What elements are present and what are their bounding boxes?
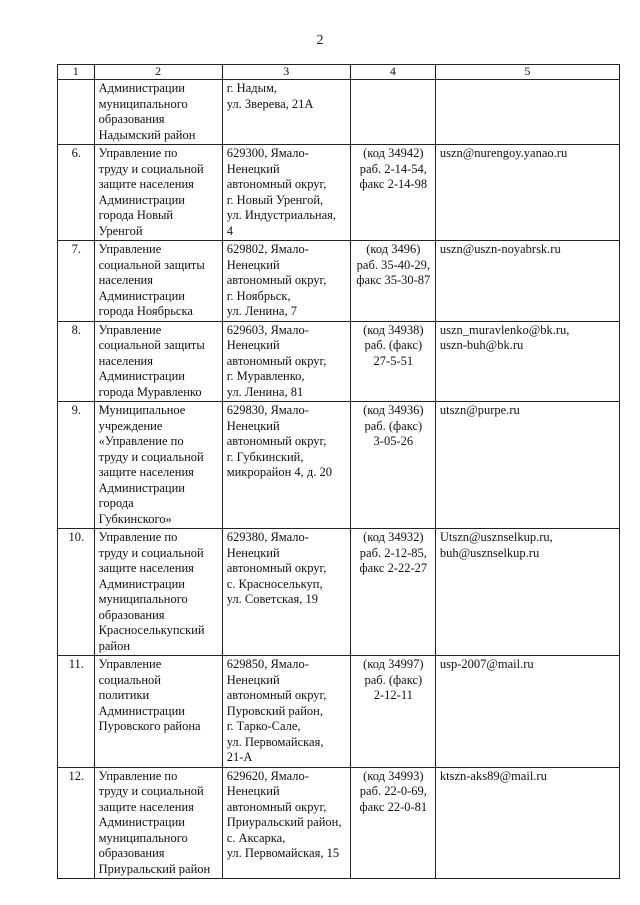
postal-address bbox=[222, 321, 350, 402]
phone-numbers-line: (код 34932) bbox=[363, 530, 424, 544]
table-row bbox=[58, 321, 620, 402]
postal-address-line: 21-А bbox=[226, 750, 253, 764]
postal-address-line: Ненецкий bbox=[226, 784, 280, 798]
postal-address-line: г. Надым, bbox=[226, 81, 278, 95]
organization-name-line: Приуральский район bbox=[98, 861, 211, 876]
table-row bbox=[58, 241, 620, 322]
organization-name-line: Управление по bbox=[98, 146, 178, 160]
phone-numbers-line: раб. (факс) bbox=[364, 338, 423, 352]
postal-address-line: ул. Ленина, 81 bbox=[226, 384, 304, 399]
postal-address bbox=[222, 529, 350, 656]
postal-address-line: ул. Ленина, 7 bbox=[226, 304, 297, 318]
organization-name-line: муниципального bbox=[98, 96, 188, 111]
postal-address bbox=[222, 767, 350, 879]
postal-address-line: ул. Советская, 19 bbox=[226, 592, 318, 606]
organization-name-line: труду и социальной bbox=[98, 161, 204, 176]
postal-address-line: 629620, Ямало- bbox=[226, 768, 309, 783]
organization-name bbox=[94, 241, 222, 322]
postal-address-line: 629603, Ямало- bbox=[226, 322, 309, 337]
organization-name-line: населения bbox=[98, 353, 153, 368]
postal-address-line: ул. Первомайская, bbox=[226, 734, 324, 749]
organization-name-line: Муниципальное bbox=[98, 403, 186, 417]
phone-numbers-line: факс 22-0-81 bbox=[359, 799, 428, 814]
email-addresses bbox=[435, 321, 619, 402]
postal-address-line: г. Губкинский, bbox=[226, 449, 304, 464]
organization-name-line: защите населения bbox=[98, 465, 194, 479]
organization-name-line: города Ноябрьска bbox=[98, 304, 193, 318]
postal-address-line: 629850, Ямало- bbox=[226, 657, 309, 671]
email-addresses bbox=[435, 529, 619, 656]
organization-name-line: образования bbox=[98, 846, 165, 860]
organization-name-line: муниципального bbox=[98, 830, 188, 845]
email-addresses-line: buh@usznselkup.ru bbox=[439, 545, 540, 560]
organization-name-line: труду и социальной bbox=[98, 449, 204, 464]
postal-address-line: с. Аксарка, bbox=[226, 830, 286, 845]
postal-address-line: Ненецкий bbox=[226, 672, 280, 687]
phone-numbers-line: факс 2-14-98 bbox=[359, 177, 428, 191]
organization-name-line: Губкинского» bbox=[98, 511, 172, 526]
organization-name-line: труду и социальной bbox=[98, 545, 204, 560]
organization-name-line: Красноселькупский bbox=[98, 623, 205, 637]
header-row bbox=[58, 65, 620, 80]
phone-numbers-line: раб. (факс) bbox=[364, 672, 423, 687]
row-number: 10. bbox=[58, 529, 95, 656]
organization-name-line: учреждение bbox=[98, 418, 163, 433]
postal-address-line: автономный округ, bbox=[226, 434, 327, 448]
organization-name-line: защите населения bbox=[98, 561, 194, 575]
page-number: 2 bbox=[316, 33, 324, 48]
phone-numbers-line: 2-12-11 bbox=[373, 688, 413, 702]
phone-numbers bbox=[350, 80, 435, 145]
organization-name-line: Уренгой bbox=[98, 223, 143, 238]
phone-numbers-line: 27-5-51 bbox=[373, 353, 414, 368]
row-number: 11. bbox=[58, 656, 95, 768]
postal-address-line: автономный округ, bbox=[226, 688, 327, 702]
postal-address bbox=[222, 80, 350, 145]
organization-name bbox=[94, 321, 222, 402]
header-col-1: 1 bbox=[58, 65, 95, 80]
organization-name-line: Администрации bbox=[98, 576, 185, 591]
phone-numbers-line: факс 2-22-27 bbox=[359, 561, 428, 575]
postal-address-line: ул. Первомайская, 15 bbox=[226, 846, 340, 860]
row-number: 9. bbox=[58, 402, 95, 529]
email-addresses-line: uszn@uszn-noyabrsk.ru bbox=[439, 242, 561, 256]
table-row bbox=[58, 402, 620, 529]
email-addresses-line: Utszn@usznselkup.ru, bbox=[439, 530, 553, 544]
phone-numbers bbox=[350, 656, 435, 768]
organization-name bbox=[94, 529, 222, 656]
postal-address-line: 629802, Ямало- bbox=[226, 242, 309, 256]
phone-numbers bbox=[350, 402, 435, 529]
phone-numbers-line: раб. 22-0-69, bbox=[359, 784, 427, 798]
organization-name-line: Администрации bbox=[98, 815, 185, 829]
header-col-3: 3 bbox=[222, 65, 350, 80]
postal-address-line: Ненецкий bbox=[226, 161, 280, 176]
phone-numbers-line: (код 34993) bbox=[363, 768, 424, 783]
email-addresses-line: uszn_muravlenko@bk.ru, bbox=[439, 322, 570, 337]
organization-name-line: Управление bbox=[98, 657, 162, 671]
organization-name-line: образования bbox=[98, 607, 165, 622]
organization-name bbox=[94, 145, 222, 241]
phone-numbers-line: (код 34938) bbox=[363, 322, 424, 337]
organization-name-line: труду и социальной bbox=[98, 784, 204, 798]
organization-name-line: Управление bbox=[98, 242, 162, 256]
organization-name-line: Пуровского района bbox=[98, 719, 201, 733]
postal-address-line: ул. Индустриальная, bbox=[226, 208, 337, 222]
postal-address-line: 629300, Ямало- bbox=[226, 146, 309, 160]
organization-name-line: Управление по bbox=[98, 768, 178, 783]
header-col-5: 5 bbox=[435, 65, 619, 80]
organization-name-line: Администрации bbox=[98, 369, 185, 383]
organization-name bbox=[94, 80, 222, 145]
organization-name-line: социальной защиты bbox=[98, 338, 205, 352]
agencies-table bbox=[57, 64, 620, 879]
postal-address-line: г. Муравленко, bbox=[226, 369, 305, 383]
email-addresses bbox=[435, 767, 619, 879]
organization-name-line: муниципального bbox=[98, 592, 188, 606]
organization-name-line: города Муравленко bbox=[98, 384, 202, 399]
email-addresses-line: ktszn-aks89@mail.ru bbox=[439, 768, 547, 783]
postal-address-line: с. Красноселькуп, bbox=[226, 576, 323, 591]
organization-name-line: Управление по bbox=[98, 530, 178, 544]
postal-address bbox=[222, 402, 350, 529]
postal-address bbox=[222, 241, 350, 322]
row-number: 7. bbox=[58, 241, 95, 322]
postal-address-line: ул. Зверева, 21А bbox=[226, 96, 314, 111]
postal-address-line: Ненецкий bbox=[226, 418, 280, 433]
postal-address-line: автономный округ, bbox=[226, 177, 327, 191]
organization-name-line: «Управление по bbox=[98, 434, 184, 448]
table-row bbox=[58, 767, 620, 879]
table-row bbox=[58, 656, 620, 768]
postal-address-line: автономный округ, bbox=[226, 273, 327, 287]
phone-numbers-line: раб. 2-14-54, bbox=[359, 161, 427, 176]
organization-name-line: защите населения bbox=[98, 799, 194, 814]
postal-address-line: микрорайон 4, д. 20 bbox=[226, 465, 333, 479]
phone-numbers-line: 3-05-26 bbox=[373, 434, 414, 448]
header-col-2: 2 bbox=[94, 65, 222, 80]
postal-address-line: 629380, Ямало- bbox=[226, 530, 309, 544]
email-addresses-line: utszn@purpe.ru bbox=[439, 403, 520, 417]
phone-numbers-line: раб. (факс) bbox=[364, 418, 423, 433]
organization-name-line: Администрации bbox=[98, 703, 185, 718]
email-addresses-line: usp-2007@mail.ru bbox=[439, 657, 534, 671]
postal-address-line: Ненецкий bbox=[226, 545, 280, 560]
phone-numbers bbox=[350, 145, 435, 241]
email-addresses-line: uszn-buh@bk.ru bbox=[439, 338, 524, 352]
organization-name-line: Управление bbox=[98, 322, 162, 337]
phone-numbers-line: (код 34942) bbox=[363, 146, 424, 160]
postal-address-line: г. Тарко-Сале, bbox=[226, 719, 301, 733]
email-addresses bbox=[435, 656, 619, 768]
organization-name bbox=[94, 656, 222, 768]
organization-name-line: защите населения bbox=[98, 177, 194, 191]
organization-name-line: социальной bbox=[98, 672, 161, 687]
postal-address bbox=[222, 145, 350, 241]
phone-numbers-line: (код 34997) bbox=[363, 657, 424, 671]
organization-name-line: район bbox=[98, 638, 131, 653]
phone-numbers-line: раб. 35-40-29, bbox=[356, 257, 431, 272]
email-addresses bbox=[435, 80, 619, 145]
email-addresses bbox=[435, 402, 619, 529]
row-number: 12. bbox=[58, 767, 95, 879]
organization-name-line: Администрации bbox=[98, 288, 185, 303]
phone-numbers bbox=[350, 241, 435, 322]
postal-address-line: Ненецкий bbox=[226, 338, 280, 352]
organization-name-line: социальной защиты bbox=[98, 257, 205, 272]
organization-name-line: города Новый bbox=[98, 208, 174, 222]
organization-name-line: Администрации bbox=[98, 480, 185, 495]
organization-name-line: политики bbox=[98, 688, 150, 702]
phone-numbers-line: раб. 2-12-85, bbox=[359, 545, 427, 560]
phone-numbers-line: факс 35-30-87 bbox=[356, 273, 431, 287]
table-row bbox=[58, 529, 620, 656]
phone-numbers-line: (код 3496) bbox=[366, 242, 421, 256]
postal-address-line: 629830, Ямало- bbox=[226, 403, 309, 417]
row-number: 8. bbox=[58, 321, 95, 402]
postal-address bbox=[222, 656, 350, 768]
organization-name-line: образования bbox=[98, 112, 165, 126]
postal-address-line: г. Новый Уренгой, bbox=[226, 192, 324, 207]
organization-name-line: Администрации bbox=[98, 81, 185, 95]
postal-address-line: Ненецкий bbox=[226, 257, 280, 272]
postal-address-line: Приуральский район, bbox=[226, 815, 342, 829]
header-col-4: 4 bbox=[350, 65, 435, 80]
email-addresses bbox=[435, 241, 619, 322]
row-number: 6. bbox=[58, 145, 95, 241]
email-addresses-line: uszn@nurengoy.yanao.ru bbox=[439, 146, 568, 160]
phone-numbers bbox=[350, 321, 435, 402]
phone-numbers bbox=[350, 767, 435, 879]
organization-name bbox=[94, 402, 222, 529]
postal-address-line: автономный округ, bbox=[226, 353, 327, 368]
phone-numbers-line: (код 34936) bbox=[363, 403, 424, 417]
email-addresses bbox=[435, 145, 619, 241]
organization-name-line: населения bbox=[98, 273, 153, 287]
postal-address-line: г. Ноябрьск, bbox=[226, 288, 291, 303]
organization-name-line: Администрации bbox=[98, 192, 185, 207]
postal-address-line: 4 bbox=[226, 223, 233, 238]
table-row bbox=[58, 80, 620, 145]
organization-name bbox=[94, 767, 222, 879]
row-number bbox=[58, 80, 95, 145]
organization-name-line: Надымский район bbox=[98, 127, 196, 142]
postal-address-line: Пуровский район, bbox=[226, 703, 323, 718]
postal-address-line: автономный округ, bbox=[226, 561, 327, 575]
table-row bbox=[58, 145, 620, 241]
organization-name-line: города bbox=[98, 496, 134, 510]
phone-numbers bbox=[350, 529, 435, 656]
postal-address-line: автономный округ, bbox=[226, 799, 327, 814]
